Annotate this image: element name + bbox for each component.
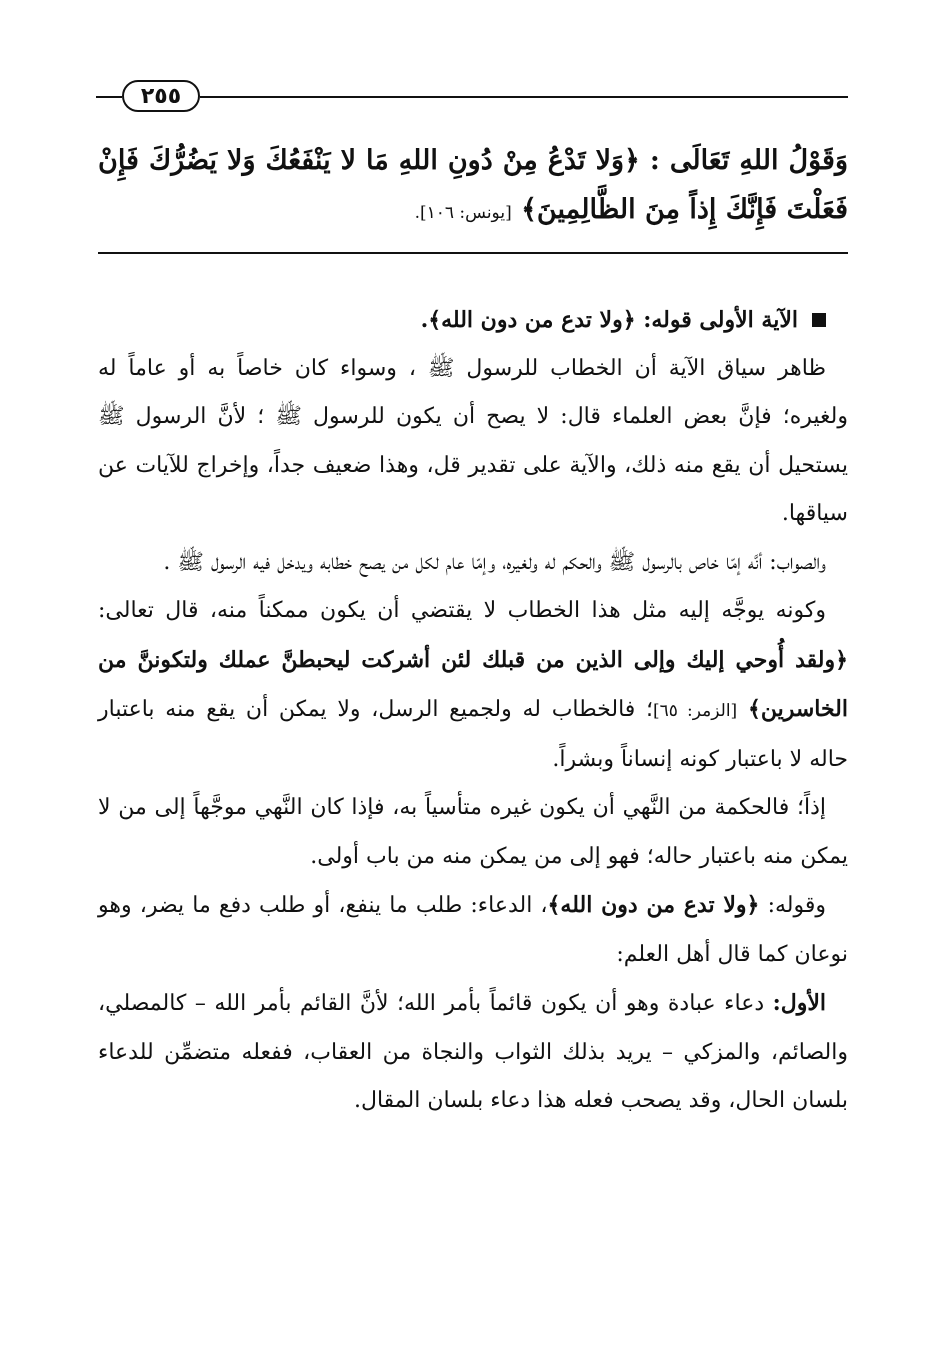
paragraph [98,881,848,979]
commentary [98,296,848,1126]
paragraph-text: وكونه يوجَّه إليه مثل هذا الخطاب لا يقتضي أن يكون ممكناً منه، قال تعالى: [98,598,826,623]
verse-end: . [414,203,420,223]
quoted-verse: ﴿ولا تدع من دون الله﴾ [547,892,760,918]
verse-intro: وَقَوْلُ اللهِ تَعَالَى : [649,145,848,176]
verse-reference: [يونس: ١٠٦] [419,203,512,223]
paragraph: إذاً؛ فالحكمة من النَّهي أن يكون غيره متأسياً به، فإذا كان النَّهي موجَّهاً إلى من لا يمكن منه باعتبار حاله؛ فهو إلى من يمكن منه من باب أولى. [98,795,848,869]
paragraph-text: وقوله: [767,893,826,918]
paragraph [98,979,848,1126]
header-rule-right [200,96,848,98]
verse-text: ﴿وَلا تَدْعُ مِنْ دُونِ اللهِ مَا لا يَنْفَعُكَ وَلا يَضُرُّكَ فَإِنْ فَعَلْتَ فَإِنَّكَ إِذاً مِنَ الظَّالِمِينَ﴾ [98,145,848,225]
paragraph: والصواب: أنَّه إمّا خاص بالرسول ﷺ والحكم له ولغيره، وإمّا عام لكل من يصح خطابه ويدخل فيه الرسول ﷺ . [163,549,826,575]
chapter-verse [98,136,848,238]
section-heading-text: الآية الأولى قوله: ﴿ولا تدع من دون الله﴾. [420,307,798,333]
quoted-verse: ﴿ولقد أُوحي إليك وإلى الذين من قبلك لئن أشركت ليحبطنَّ عملك ولتكوننَّ من الخاسرين﴾ [98,646,848,722]
paragraph-label: الأول: [772,990,826,1016]
page-number: ٢٥٥ [122,80,200,112]
paragraph-text: ، الدعاء: طلب ما ينفع، أو طلب دفع ما يضر، وهو نوعان كما قال أهل العلم: [98,893,848,967]
section-heading [98,296,848,345]
section-divider [98,252,848,254]
paragraph [98,587,848,784]
page-header [96,78,848,118]
header-rule-left [96,96,122,98]
verse-reference: [الزمر: ٦٥] [653,701,738,721]
page-content [98,136,848,1126]
square-bullet-icon [812,313,826,327]
paragraph-text: دعاء عبادة وهو أن يكون قائماً بأمر الله؛ لأنَّ القائم بأمر الله – كالمصلي، والصائم، والمزكي – يريد بذلك الثواب والنجاة من العقاب، ففعله متضمِّن للدعاء بلسان الحال، وقد يصحب فعله هذا دعاء بلسان المقال. [98,991,848,1113]
paragraph-text: ؛ فالخطاب له ولجميع الرسل، ولا يمكن أن يقع منه باعتبار حاله لا باعتبار كونه إنساناً وبشراً. [98,697,848,772]
paragraph: ظاهر سياق الآية أن الخطاب للرسول ﷺ ، وسواء كان خاصاً به أو عاماً له ولغيره؛ فإنَّ بعض العلماء قال: لا يصح أن يكون للرسول ﷺ ؛ لأنَّ الرسول ﷺ يستحيل أن يقع منه ذلك، والآية على تقدير قل، وهذا ضعيف جداً، وإخراج للآيات عن سياقها. [98,355,848,526]
